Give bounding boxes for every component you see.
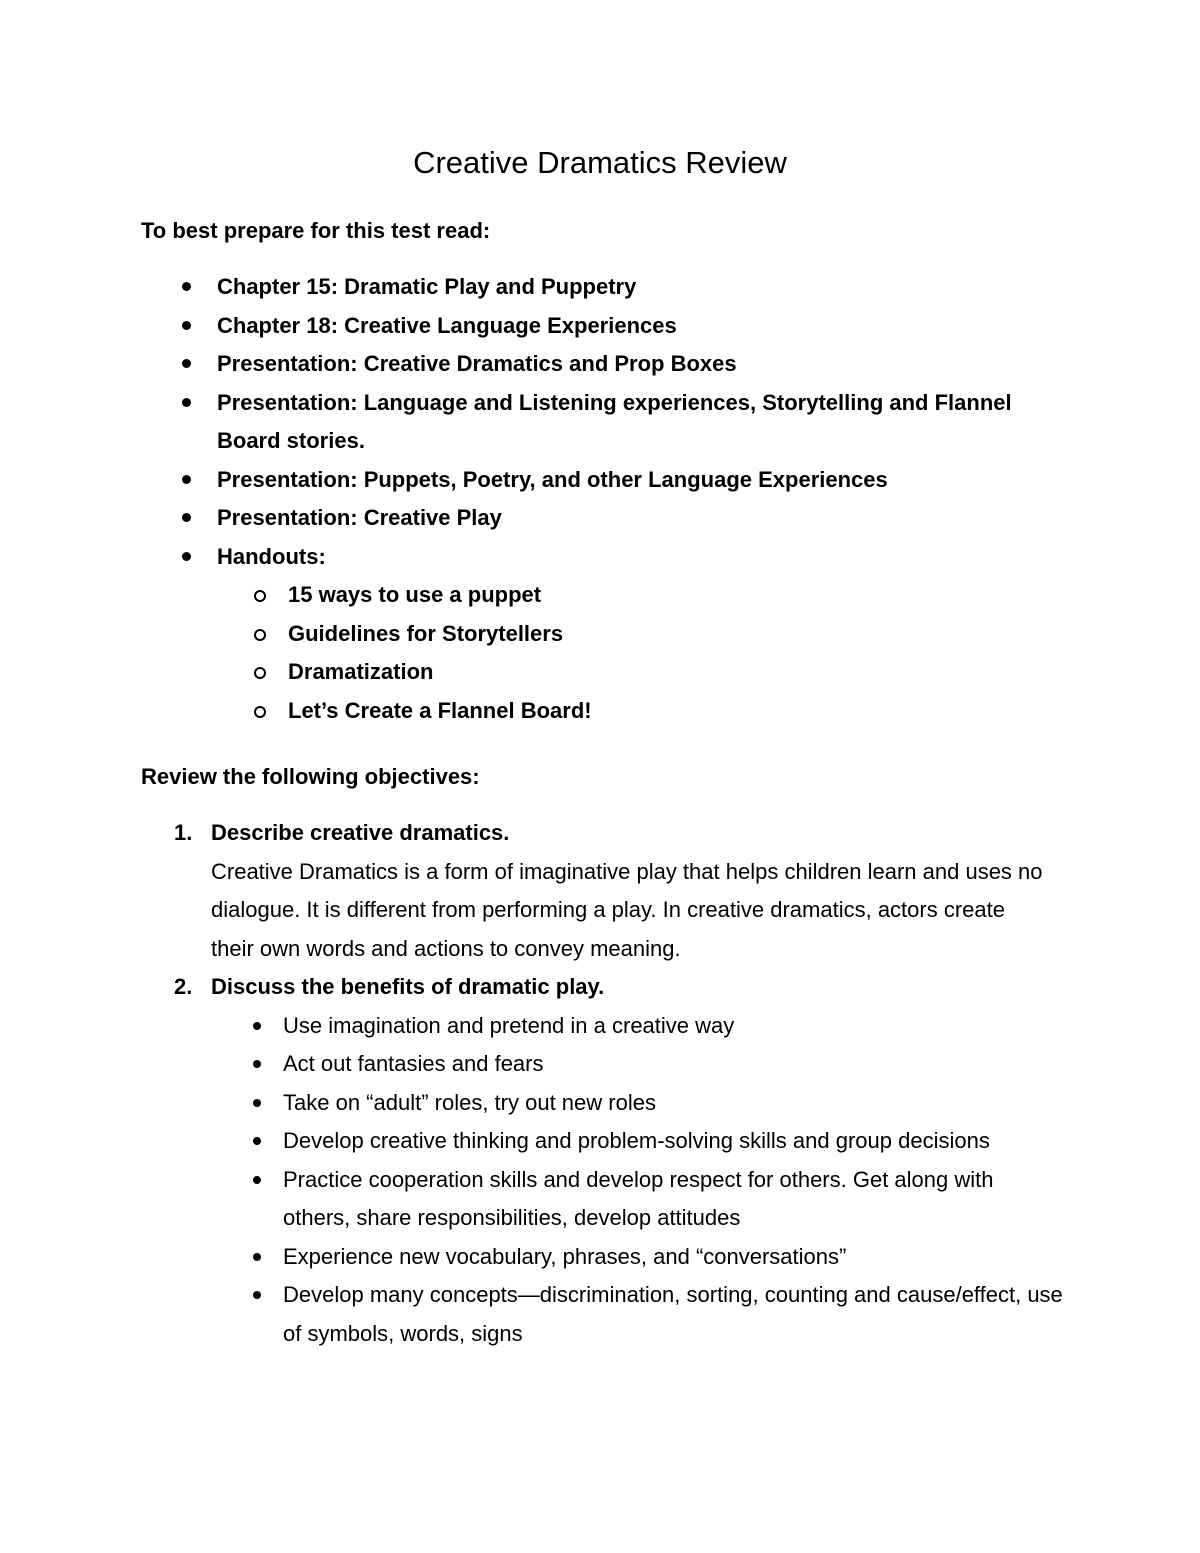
list-item: Guidelines for Storytellers — [217, 615, 1088, 654]
bullet-icon — [253, 1253, 261, 1261]
bullet-icon — [253, 1137, 261, 1145]
objectives-heading: Review the following objectives: — [141, 764, 480, 789]
bullet-icon — [182, 282, 191, 291]
list-item: Presentation: Creative Play — [0, 499, 1017, 538]
bullet-icon — [253, 1176, 261, 1184]
bullet-icon — [182, 552, 191, 561]
bullet-icon — [182, 513, 191, 522]
bullet-icon — [253, 1060, 261, 1068]
intro-text: To best prepare for this test read: — [141, 218, 491, 243]
circle-bullet-icon — [254, 629, 266, 641]
objective-title: Discuss the benefits of dramatic play. — [211, 974, 605, 999]
list-item: Chapter 18: Creative Language Experiences — [0, 307, 1017, 346]
bullet-icon — [253, 1022, 261, 1030]
list-item: Practice cooperation skills and develop respect for others. Get along with others, share responsibilities, develop attitudes — [211, 1161, 1063, 1238]
bullet-icon — [182, 398, 191, 407]
list-item: Experience new vocabulary, phrases, and “conversations” — [211, 1238, 1063, 1277]
circle-bullet-icon — [254, 667, 266, 679]
list-item: Use imagination and pretend in a creative way — [211, 1007, 1063, 1046]
list-item: Let’s Create a Flannel Board! — [217, 692, 1088, 731]
list-item: 15 ways to use a puppet — [217, 576, 1088, 615]
circle-bullet-icon — [254, 590, 266, 602]
list-item: Act out fantasies and fears — [211, 1045, 1063, 1084]
bullet-icon — [253, 1291, 261, 1299]
objective-title: Describe creative dramatics. — [211, 820, 510, 845]
handouts-list — [217, 576, 1200, 730]
reading-list — [0, 268, 1200, 730]
list-item: Presentation: Language and Listening experiences, Storytelling and Flannel Board stories. — [0, 384, 1017, 461]
list-item: Take on “adult” roles, try out new roles — [211, 1084, 1063, 1123]
list-item: Presentation: Creative Dramatics and Prop Boxes — [0, 345, 1017, 384]
list-item: Handouts: 15 ways to use a puppet Guidelines for Storytellers Dramatization Let’s Create a Flannel Board! — [0, 538, 1017, 731]
bullet-icon — [182, 475, 191, 484]
bullet-icon — [253, 1099, 261, 1107]
bullet-icon — [182, 359, 191, 368]
list-item: Dramatization — [217, 653, 1088, 692]
bullet-icon — [182, 321, 191, 330]
objective-number: 2. — [174, 974, 193, 999]
benefits-list — [0, 1007, 1063, 1354]
list-item: Develop creative thinking and problem-solving skills and group decisions — [211, 1122, 1063, 1161]
list-item: Presentation: Puppets, Poetry, and other Language Experiences — [0, 461, 1017, 500]
objective-text: Creative Dramatics is a form of imaginative play that helps children learn and uses no dialogue. It is different from performing a play. In creative dramatics, actors create their own words and actions to convey meaning. — [211, 858, 1043, 961]
list-item: Chapter 15: Dramatic Play and Puppetry — [0, 268, 1017, 307]
objective-number: 1. — [174, 820, 193, 845]
circle-bullet-icon — [254, 706, 266, 718]
objectives-list — [0, 814, 1200, 1353]
objective-item — [0, 968, 1063, 1353]
page-title: Creative Dramatics Review — [413, 145, 787, 180]
list-item: Develop many concepts—discrimination, sorting, counting and cause/effect, use of symbols, words, signs — [211, 1276, 1063, 1353]
objective-item — [0, 814, 1051, 968]
